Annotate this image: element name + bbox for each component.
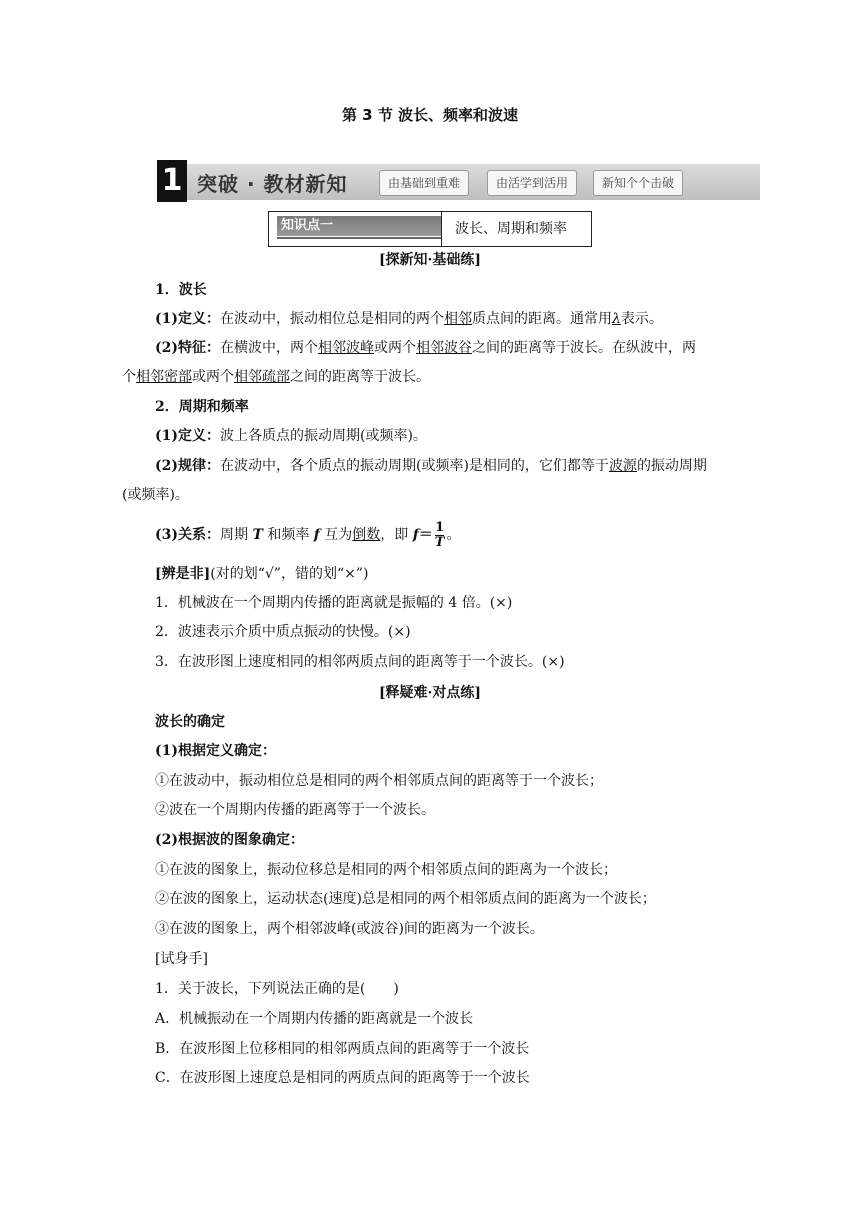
try-option-a: A．机械振动在一个周期内传播的距离就是一个波长	[155, 1011, 474, 1027]
try-option-b: B．在波形图上位移相同的相邻两质点间的距离等于一个波长	[155, 1041, 530, 1057]
tag-basic-to-hard: 由基础到重难	[379, 170, 469, 196]
knowledge-point-text: 波长、周期和频率	[455, 221, 567, 237]
judge-item: 3．在波形图上速度相同的相邻两质点间的距离等于一个波长。(×)	[155, 654, 565, 670]
try-heading: [试身手]	[155, 951, 208, 967]
period-heading: 2．周期和频率	[155, 399, 249, 415]
explore-heading: [探新知·基础练]	[378, 252, 482, 268]
label-underline	[277, 237, 441, 239]
page-title: 第 3 节 波长、频率和波速	[341, 106, 519, 124]
determine-sub1: (1)根据定义确定：	[155, 743, 276, 759]
knowledge-point-label: 知识点一	[277, 216, 441, 236]
try-option-c: C．在波形图上速度总是相同的两质点间的距离等于一个波长	[155, 1070, 530, 1086]
period-definition: (1)定义：波上各质点的振动周期(或频率)。	[155, 428, 427, 444]
section-number-badge: 1	[157, 160, 187, 202]
wavelength-heading: 1．波长	[155, 282, 207, 298]
banner-title: 突破 · 教材新知	[197, 172, 348, 196]
clarify-heading: [释疑难·对点练]	[378, 685, 482, 701]
period-relation: (3)关系：周期 T 和频率 f 互为倒数，即 f＝ $\frac{1}{T}$ 。	[155, 519, 461, 550]
judge-item: 1．机械波在一个周期内传播的距离就是振幅的 4 倍。(×)	[155, 595, 513, 611]
determine-item: ①在波的图象上，振动位移总是相同的两个相邻质点间的距离为一个波长；	[155, 862, 617, 878]
wavelength-feature-cont: 个相邻密部或两个相邻疏部之间的距离等于波长。	[122, 369, 430, 385]
tag-break-through: 新知个个击破	[593, 170, 683, 196]
determine-item: ②波在一个周期内传播的距离等于一个波长。	[155, 802, 435, 818]
fraction-one-over-t: $\frac{1}{T}$	[434, 519, 445, 550]
determine-item: ②在波的图象上，运动状态(速度)总是相同的两个相邻质点间的距离为一个波长；	[155, 891, 656, 907]
determine-heading: 波长的确定	[155, 714, 225, 730]
period-rule-cont: (或频率)。	[122, 487, 189, 503]
wavelength-definition: (1)定义：在波动中，振动相位总是相同的两个相邻质点间的距离。通常用λ表示。	[155, 311, 663, 327]
determine-item: ③在波的图象上，两个相邻波峰(或波谷)间的距离为一个波长。	[155, 921, 544, 937]
determine-item: ①在波动中，振动相位总是相同的两个相邻质点间的距离等于一个波长；	[155, 773, 603, 789]
period-rule: (2)规律：在波动中，各个质点的振动周期(或频率)是相同的，它们都等于波源的振动周期	[155, 458, 707, 474]
judge-item: 2．波速表示介质中质点振动的快慢。(×)	[155, 624, 411, 640]
knowledge-point-box	[268, 211, 592, 247]
determine-sub2: (2)根据波的图象确定：	[155, 832, 304, 848]
wavelength-feature: (2)特征：在横波中，两个相邻波峰或两个相邻波谷之间的距离等于波长。在纵波中，两	[155, 340, 696, 356]
section-banner	[157, 164, 760, 200]
try-question: 1．关于波长，下列说法正确的是( )	[155, 981, 399, 997]
box-divider	[441, 212, 442, 246]
judge-heading: [辨是非](对的划“√”，错的划“×”)	[155, 566, 369, 582]
tag-learn-to-apply: 由活学到活用	[487, 170, 577, 196]
